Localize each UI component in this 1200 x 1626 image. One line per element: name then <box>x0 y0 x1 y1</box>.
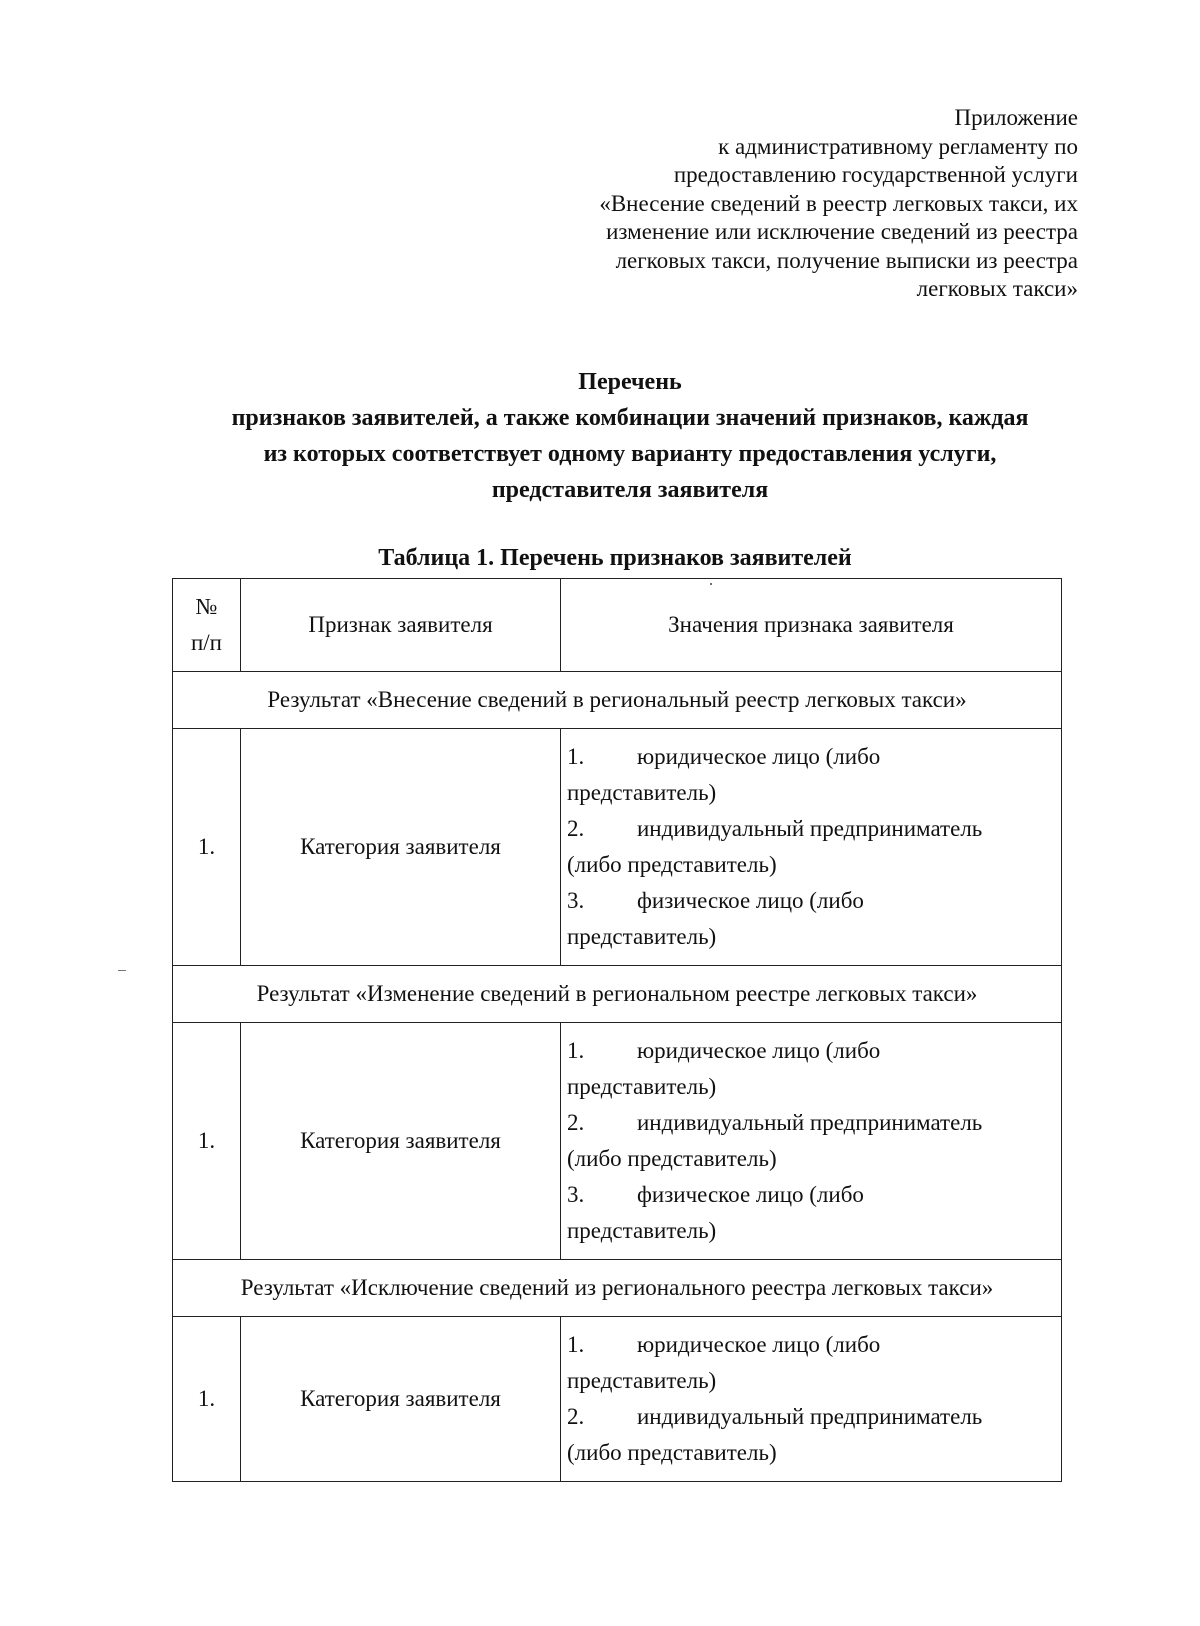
value-item-cont: представитель) <box>567 1218 717 1243</box>
value-text: индивидуальный предприниматель <box>637 1110 983 1135</box>
appendix-line: легковых такси, получение выписки из реестра <box>615 247 1078 273</box>
value-text: юридическое лицо (либо <box>637 1332 881 1357</box>
title-line: Перечень <box>578 369 682 395</box>
value-number: 2. <box>567 1404 585 1429</box>
scan-speck <box>118 970 126 971</box>
title-line: из которых соответствует одному варианту предоставления услуги, <box>263 441 997 467</box>
appendix-header <box>518 104 1078 304</box>
value-number: 1. <box>567 1038 585 1063</box>
row-number: 1. <box>173 729 241 966</box>
value-item-cont: (либо представитель) <box>567 852 777 877</box>
value-text: индивидуальный предприниматель <box>637 1404 983 1429</box>
result-title: Результат «Изменение сведений в региональном реестре легковых такси» <box>173 966 1062 1023</box>
appendix-line: «Внесение сведений в реестр легковых такси, их <box>599 190 1078 216</box>
value-item <box>567 1327 1051 1363</box>
table-row <box>173 1023 1062 1260</box>
result-row <box>173 672 1062 729</box>
row-sign: Категория заявителя <box>241 729 561 966</box>
value-number: 1. <box>567 744 585 769</box>
title-line: признаков заявителей, а также комбинации значений признаков, каждая <box>231 405 1029 431</box>
header-num <box>173 579 241 672</box>
value-item <box>567 1177 1051 1213</box>
row-values <box>561 1023 1062 1260</box>
value-item-cont: (либо представитель) <box>567 1146 777 1171</box>
value-text: юридическое лицо (либо <box>637 744 881 769</box>
value-text: физическое лицо (либо <box>637 1182 864 1207</box>
result-row <box>173 1260 1062 1317</box>
value-item-cont: представитель) <box>567 1368 717 1393</box>
value-number: 2. <box>567 816 585 841</box>
row-number: 1. <box>173 1023 241 1260</box>
value-item <box>567 1105 1051 1141</box>
value-text: юридическое лицо (либо <box>637 1038 881 1063</box>
row-sign: Категория заявителя <box>241 1317 561 1482</box>
value-item-cont: представитель) <box>567 1074 717 1099</box>
header-num-abbrev: п/п <box>190 630 222 655</box>
value-number: 3. <box>567 1182 585 1207</box>
table-row <box>173 1317 1062 1482</box>
appendix-line: Приложение <box>954 105 1078 130</box>
value-item <box>567 811 1051 847</box>
row-values <box>561 1317 1062 1482</box>
title-line: представителя заявителя <box>491 477 769 503</box>
result-title: Результат «Внесение сведений в региональный реестр легковых такси» <box>173 672 1062 729</box>
result-title: Результат «Исключение сведений из регионального реестра легковых такси» <box>173 1260 1062 1317</box>
header-sign: Признак заявителя <box>241 579 561 672</box>
value-item <box>567 883 1051 919</box>
table-caption: Таблица 1. Перечень признаков заявителей <box>378 545 852 571</box>
table-row <box>173 729 1062 966</box>
value-item-cont: представитель) <box>567 924 717 949</box>
row-sign: Категория заявителя <box>241 1023 561 1260</box>
header-num-symbol: № <box>195 594 218 619</box>
header-values: Значения признака заявителя <box>561 579 1062 672</box>
row-number: 1. <box>173 1317 241 1482</box>
value-item <box>567 739 1051 775</box>
value-number: 3. <box>567 888 585 913</box>
row-values <box>561 729 1062 966</box>
value-number: 2. <box>567 1110 585 1135</box>
applicant-signs-table <box>172 578 1061 1482</box>
value-text: индивидуальный предприниматель <box>637 816 983 841</box>
value-text: физическое лицо (либо <box>637 888 864 913</box>
appendix-line: к административному регламенту по <box>718 133 1078 159</box>
appendix-line: легковых такси» <box>916 276 1078 301</box>
value-item <box>567 1399 1051 1435</box>
value-number: 1. <box>567 1332 585 1357</box>
result-row <box>173 966 1062 1023</box>
value-item <box>567 1033 1051 1069</box>
document-title <box>160 364 1100 508</box>
table-header-row <box>173 579 1062 672</box>
appendix-line: предоставлению государственной услуги <box>673 162 1078 187</box>
value-item-cont: представитель) <box>567 780 717 805</box>
value-item-cont: (либо представитель) <box>567 1440 777 1465</box>
appendix-line: изменение или исключение сведений из реестра <box>606 219 1078 244</box>
